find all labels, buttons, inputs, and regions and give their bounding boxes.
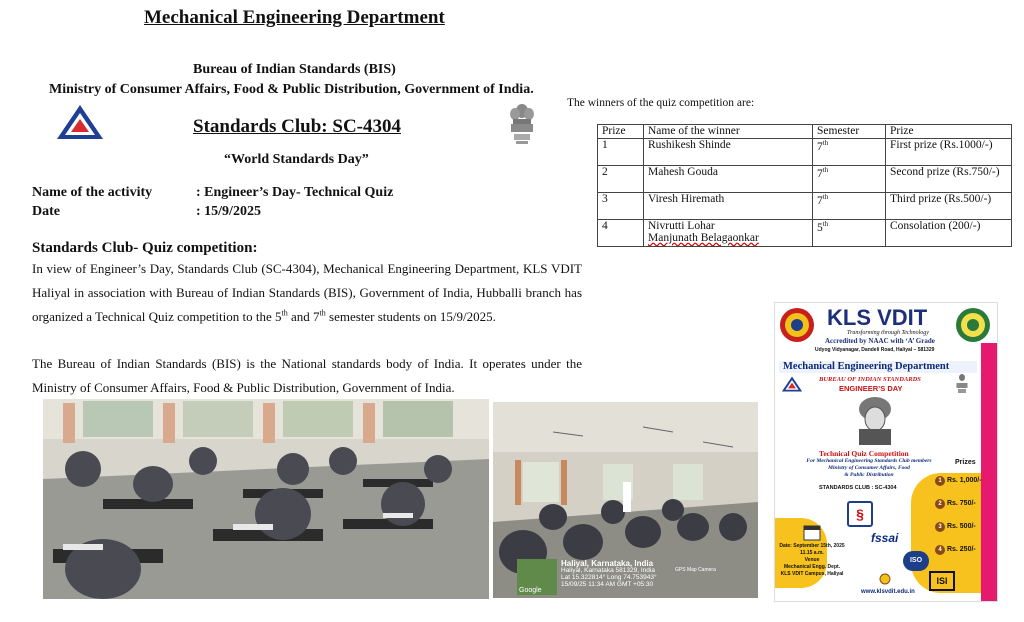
- activity-name-row: [32, 185, 393, 201]
- poster-bis-logo: [781, 375, 803, 393]
- poster-bis: BUREAU OF INDIAN STANDARDS: [819, 376, 921, 383]
- activity-name-label: Name of the activity: [32, 185, 153, 200]
- table-row: [598, 220, 1012, 247]
- poster-college: KLS VDIT: [827, 305, 928, 330]
- bis-logo: [55, 103, 105, 141]
- winners-table: [597, 124, 1012, 247]
- paragraph-2: The Bureau of Indian Standards (BIS) is the National standards body of India. It operates under the Ministry of Consumer Affairs, Food & Public Distribution, Government of India.: [32, 356, 582, 395]
- cell-no: 1: [598, 139, 644, 166]
- winners-header-row: [598, 125, 1012, 139]
- classroom-photo-1: [43, 399, 489, 599]
- p1-text-b: and 7: [287, 309, 320, 324]
- cell-prize: Consolation (200/-): [886, 220, 1012, 247]
- poster-address: Udyog Vidyanagar, Dandeli Road, Haliyal – 581329: [815, 347, 935, 353]
- poster-club: STANDARDS CLUB : SC-4304: [819, 485, 897, 491]
- cell-no: 4: [598, 220, 644, 247]
- award-icon: [879, 573, 891, 585]
- naac-logo: [955, 307, 991, 343]
- calendar-icon: [803, 523, 821, 541]
- col-semester: Semester: [813, 125, 886, 139]
- cell-semester: 7th: [813, 166, 886, 193]
- cell-prize: First prize (Rs.1000/-): [886, 139, 1012, 166]
- poster-emblem-icon: [955, 373, 969, 395]
- cell-semester: 5th: [813, 220, 886, 247]
- activity-date-row: [32, 204, 261, 220]
- activity-name-value: : Engineer’s Day- Technical Quiz: [196, 185, 394, 200]
- poster-schedule: Date: September 15th, 2025 11.15 a.m. Venue Mechanical Engg. Dept. KLS VDIT Campus, Haliyal: [779, 543, 845, 577]
- national-emblem-icon: [508, 102, 536, 146]
- poster-dept: Mechanical Engineering Department: [783, 361, 950, 372]
- cell-semester: 7th: [813, 193, 886, 220]
- isi-logo: ISI: [929, 571, 955, 591]
- department-title: Mechanical Engineering Department: [144, 7, 445, 28]
- table-row: [598, 193, 1012, 220]
- poster-for: For Mechanical Engineering Standards Club members Ministry of Consumer Affairs, Food & Public Distribution: [806, 458, 932, 478]
- cell-semester: 7th: [813, 139, 886, 166]
- col-winner-name: Name of the winner: [644, 125, 813, 139]
- poster-tagline: Transforming through Technology: [847, 330, 929, 336]
- poster-event: Technical Quiz Competition: [819, 449, 909, 458]
- poster-accreditation: Accredited by NAAC with ‘A’ Grade: [825, 337, 935, 345]
- club-title: Standards Club: SC-4304: [193, 116, 401, 137]
- event-poster: [774, 302, 998, 602]
- paragraph-1: [32, 257, 582, 329]
- p1-text-a: In view of Engineer’s Day, Standards Club (SC-4304), Mechanical Engineering Department, KLS VDIT Haliyal in association with Bureau of Indian Standards (BIS), Government of India, Hubballi branch has organized a Technical Quiz competition to the 5: [32, 261, 582, 324]
- google-label: Google: [519, 587, 542, 594]
- cell-name: Rushikesh Shinde: [644, 139, 813, 166]
- activity-date-label: Date: [32, 204, 60, 219]
- poster-prizes-label: Prizes: [955, 459, 976, 466]
- kls-logo: [779, 307, 815, 343]
- activity-date-value: : 15/9/2025: [196, 204, 261, 219]
- col-prize-no: Prize: [598, 125, 644, 139]
- cell-no: 3: [598, 193, 644, 220]
- cell-name: Nivrutti Lohar Manjunath Belagaonkar: [644, 220, 813, 247]
- poster-url: www.klsvdit.edu.in: [861, 589, 915, 595]
- fssai-logo: fssai: [871, 531, 899, 545]
- poster-prize-list: 1 Rs. 1,000/- 2 Rs. 750/- 3 Rs. 500/- 4 Rs. 250/-: [935, 469, 982, 561]
- classroom-photo-2: [493, 402, 758, 598]
- iso-logo: ISO: [903, 551, 929, 571]
- gps-stamp: Haliyal, Karnataka, India Haliyal, Karnataka 581329, India Lat 15.322814° Long 74.753943° 15/09/25 11:34 AM GMT +05:30: [561, 559, 657, 588]
- poster-day: ENGINEER’S DAY: [839, 384, 903, 393]
- cell-name: Viresh Hiremath: [644, 193, 813, 220]
- cell-name: Mahesh Gouda: [644, 166, 813, 193]
- gps-camera-label: GPS Map Camera: [675, 567, 716, 573]
- winners-intro: The winners of the quiz competition are:: [567, 97, 755, 109]
- cell-prize: Third prize (Rs.500/-): [886, 193, 1012, 220]
- standards-logo-icon: §: [847, 501, 873, 527]
- table-row: [598, 139, 1012, 166]
- col-prize: Prize: [886, 125, 1012, 139]
- cell-no: 2: [598, 166, 644, 193]
- p1-sup-1: th: [281, 308, 288, 318]
- visvesvaraya-portrait: [845, 395, 905, 445]
- cell-prize: Second prize (Rs.750/-): [886, 166, 1012, 193]
- p1-sup-2: th: [319, 308, 326, 318]
- table-row: [598, 166, 1012, 193]
- bis-title: Bureau of Indian Standards (BIS): [193, 62, 396, 77]
- ministry-title: Ministry of Consumer Affairs, Food & Public Distribution, Government of India.: [49, 82, 534, 97]
- quiz-heading: Standards Club- Quiz competition:: [32, 240, 258, 256]
- p1-text-c: semester students on 15/9/2025.: [325, 309, 496, 324]
- world-standards-day: “World Standards Day”: [224, 152, 369, 167]
